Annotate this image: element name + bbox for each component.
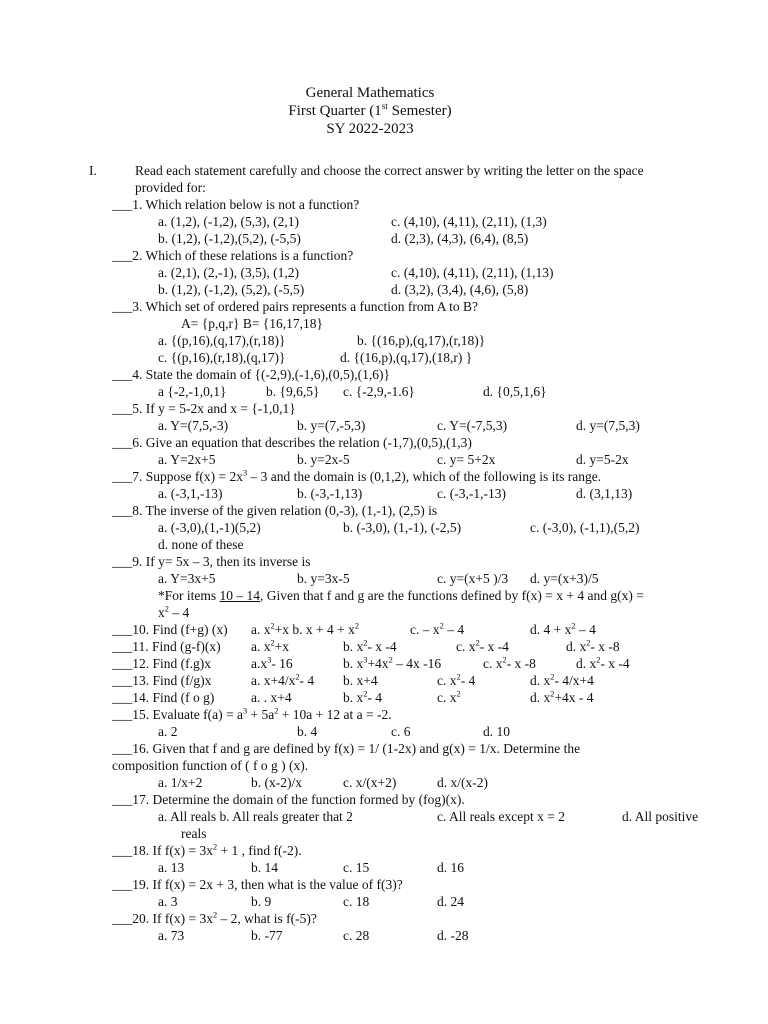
q9-option-d: d. y=(x+3)/5 — [530, 571, 599, 586]
q12-option-c: c. $x^2-$ x -8 — [483, 655, 536, 671]
items-10-14-note: *For items 10 – 14, Given that f and g are the functions defined by f(x) = x + 4 and g(x) = — [158, 588, 644, 603]
q11-option-a: a. $x^2+x$ — [251, 638, 290, 654]
section-numeral: I. — [89, 163, 97, 178]
q18-option-b: b. 14 — [251, 860, 278, 875]
q14-option-d: d. $x^2+4x - 4$ — [530, 689, 594, 705]
question-18-stem: ___18. If $f(x) = 3x^2 + 1$ , find f(-2). — [112, 842, 302, 858]
q4-option-c: c. {-2,9,-1.6} — [343, 384, 415, 399]
question-8-stem: ___8. The inverse of the given relation (0,-3), (1,-1), (2,5) is — [112, 503, 438, 518]
q3-option-d: d. {(16,p),(q,17),(18,r) } — [340, 350, 473, 365]
q3-option-c: c. {(p,16),(r,18),(q,17)} — [158, 350, 286, 365]
question-16-stem-line-2: composition function of ( f o g ) (x). — [112, 758, 309, 773]
q14-option-a: a. . x+4 — [251, 690, 292, 705]
question-11-stem: ___11. Find (g-f)(x) — [112, 639, 221, 654]
q19-option-b: b. 9 — [251, 894, 272, 909]
question-13-stem: ___13. Find (f/g)x — [112, 673, 212, 688]
q15-option-d: d. 10 — [483, 724, 510, 739]
question-15-stem: ___15. Evaluate $f(a) = a^3 + 5a^2 + 10a + 12$ at a = -2. — [112, 706, 392, 722]
school-year: SY 2022-2023 — [326, 121, 414, 137]
q6-option-c: c. y= 5+2x — [437, 452, 496, 467]
q10-option-d: d. $4 + x^2 - 4$ — [530, 621, 596, 637]
q1-option-d: d. (2,3), (4,3), (6,4), (8,5) — [391, 231, 529, 246]
q1-option-c: c. (4,10), (4,11), (2,11), (1,3) — [391, 214, 547, 229]
question-17-stem: ___17. Determine the domain of the function formed by (fog)(x). — [112, 792, 465, 807]
q5-option-d: d. y=(7,5,3) — [576, 418, 640, 433]
instructions-line-1: Read each statement carefully and choose the correct answer by writing the letter on the space — [135, 163, 644, 178]
q15-option-c: c. 6 — [391, 724, 411, 739]
q18-option-c: c. 15 — [343, 860, 370, 875]
q20-option-c: c. 28 — [343, 928, 370, 943]
question-5-stem: ___5. If y = 5-2x and x = {-1,0,1} — [112, 401, 296, 416]
q2-option-a: a. (2,1), (2,-1), (3,5), (1,2) — [158, 265, 299, 280]
q16-option-b: b. (x-2)/x — [251, 775, 302, 790]
q5-option-a: a. Y=(7,5,-3) — [158, 418, 229, 433]
q14-option-b: b. $x^2-$ 4 — [343, 689, 383, 705]
q8-option-d: d. none of these — [158, 537, 244, 552]
q11-option-c: c. $x^2-$ x -4 — [456, 638, 509, 654]
q8-option-b: b. (-3,0), (1,-1), (-2,5) — [343, 520, 462, 535]
q2-option-d: d. (3,2), (3,4), (4,6), (5,8) — [391, 282, 529, 297]
q17-option-ab: a. All reals b. All reals greater that 2 — [158, 809, 353, 824]
instructions-line-2: provided for: — [135, 180, 206, 195]
q10-option-ab: a. $x^2+x$ b. $x + 4 + x^2$ — [251, 621, 360, 637]
q14-option-c: c. $x^2$ — [437, 689, 461, 705]
q11-option-d: d. $x^2-$ x -8 — [566, 638, 620, 654]
q8-option-c: c. (-3,0), (-1,1),(5,2) — [530, 520, 640, 535]
quarter-line: First Quarter (1st Semester) — [288, 102, 452, 119]
q3-sets: A= {p,q,r} B= {16,17,18} — [181, 316, 324, 331]
q1-option-b: b. (1,2), (-1,2),(5,2), (-5,5) — [158, 231, 301, 246]
question-19-stem: ___19. If f(x) = 2x + 3, then what is the value of f(3)? — [112, 877, 403, 892]
q19-option-d: d. 24 — [437, 894, 464, 909]
q15-option-b: b. 4 — [297, 724, 318, 739]
q7-option-d: d. (3,1,13) — [576, 486, 633, 501]
q3-option-b: b. {(16,p),(q,17),(r,18)} — [357, 333, 486, 348]
q2-option-b: b. (1,2), (-1,2), (5,2), (-5,5) — [158, 282, 305, 297]
q3-option-a: a. {(p,16),(q,17),(r,18)} — [158, 333, 286, 348]
q20-option-b: b. -77 — [251, 928, 283, 943]
q5-option-c: c. Y=(-7,5,3) — [437, 418, 508, 433]
q17-option-c: c. All reals except x = 2 — [437, 809, 565, 824]
q4-option-a: a {-2,-1,0,1} — [158, 384, 227, 399]
q13-option-d: d. $x^2-$ 4/x+4 — [530, 672, 594, 688]
question-9-stem: ___9. If y= 5x – 3, then its inverse is — [112, 554, 311, 569]
q18-option-d: d. 16 — [437, 860, 464, 875]
items-10-14-note-line-2: $x^2 - 4$ — [158, 604, 190, 620]
q20-option-d: d. -28 — [437, 928, 469, 943]
q9-option-c: c. y=(x+5 )/3 — [437, 571, 509, 586]
question-12-stem: ___12. Find (f.g)x — [112, 656, 211, 671]
q6-option-d: d. y=5-2x — [576, 452, 629, 467]
q2-option-c: c. (4,10), (4,11), (2,11), (1,13) — [391, 265, 554, 280]
q12-option-b: b. $x^3+4x^2 - 4x$ -16 — [343, 655, 442, 671]
q10-option-c: c. – $x^2 - 4$ — [410, 621, 465, 637]
question-3-stem: ___3. Which set of ordered pairs represents a function from A to B? — [112, 299, 479, 314]
q20-option-a: a. 73 — [158, 928, 185, 943]
q13-option-c: c. $x^2-$ 4 — [437, 672, 476, 688]
q7-option-b: b. (-3,-1,13) — [297, 486, 363, 501]
q19-option-a: a. 3 — [158, 894, 178, 909]
q15-option-a: a. 2 — [158, 724, 178, 739]
q7-option-a: a. (-3,1,-13) — [158, 486, 223, 501]
question-10-stem: ___10. Find (f+g) (x) — [112, 622, 228, 637]
q6-option-b: b. y=2x-5 — [297, 452, 350, 467]
q13-option-b: b. x+4 — [343, 673, 378, 688]
q4-option-d: d. {0,5,1,6} — [483, 384, 547, 399]
q1-option-a: a. (1,2), (-1,2), (5,3), (2,1) — [158, 214, 299, 229]
question-2-stem: ___2. Which of these relations is a function? — [112, 248, 354, 263]
q8-option-a: a. (-3,0),(1,-1)(5,2) — [158, 520, 261, 535]
q18-option-a: a. 13 — [158, 860, 185, 875]
q4-option-b: b. {9,6,5} — [266, 384, 320, 399]
q9-option-a: a. Y=3x+5 — [158, 571, 216, 586]
question-4-stem: ___4. State the domain of {(-2,9),(-1,6),(0,5),(1,6)} — [112, 367, 391, 382]
q16-option-c: c. x/(x+2) — [343, 775, 397, 790]
q11-option-b: b. $x^2-$ x -4 — [343, 638, 397, 654]
q16-option-d: d. x/(x-2) — [437, 775, 488, 790]
q5-option-b: b. y=(7,-5,3) — [297, 418, 366, 433]
q9-option-b: b. y=3x-5 — [297, 571, 350, 586]
q7-option-c: c. (-3,-1,-13) — [437, 486, 506, 501]
question-16-stem: ___16. Given that f and g are defined by f(x) = 1/ (1-2x) and g(x) = 1/x. Determine the — [112, 741, 581, 756]
question-20-stem: ___20. If $f(x) = 3x^2 - 2$, what is f(-5)? — [112, 910, 317, 926]
question-14-stem: ___14. Find (f o g) — [112, 690, 215, 705]
document-title: General Mathematics — [305, 85, 435, 101]
q19-option-c: c. 18 — [343, 894, 370, 909]
q16-option-a: a. 1/x+2 — [158, 775, 203, 790]
q17-option-d: d. All positive — [622, 809, 699, 824]
q12-option-a: $a.x^3-$ 16 — [251, 655, 293, 671]
question-1-stem: ___1. Which relation below is not a function? — [112, 197, 360, 212]
q6-option-a: a. Y=2x+5 — [158, 452, 216, 467]
question-6-stem: ___6. Give an equation that describes the relation (-1,7),(0,5),(1,3) — [112, 435, 472, 450]
q17-option-d-line-2: reals — [181, 826, 207, 841]
q13-option-a: a. $x+4/x^2-$ 4 — [251, 672, 315, 688]
question-7-stem: ___7. Suppose $f(x) = 2x^3 - 3$ and the domain is (0,1,2), which of the following is its range. — [112, 468, 602, 484]
q12-option-d: d. $x^2-$ x -4 — [576, 655, 630, 671]
